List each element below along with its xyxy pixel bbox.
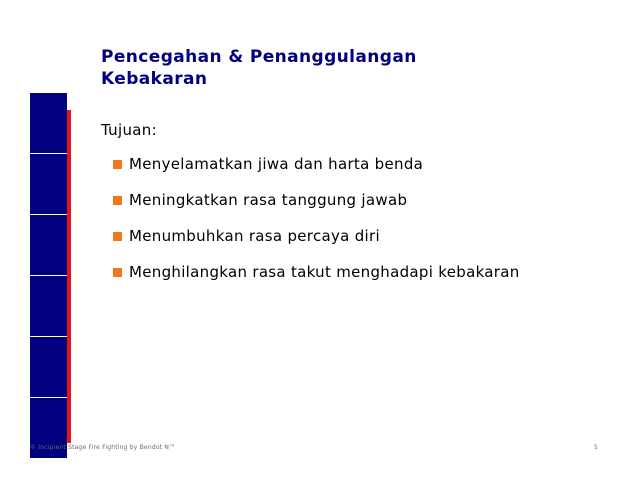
page-number: 5 <box>594 444 598 451</box>
bullet-item <box>113 155 520 173</box>
bullet-list <box>113 155 520 299</box>
slide-title <box>101 46 417 90</box>
square-bullet-icon <box>113 160 122 169</box>
side-block <box>30 154 67 215</box>
bullet-item <box>113 191 520 209</box>
accent-bar <box>67 110 71 443</box>
slide-title-line: Pencegahan & Penanggulangan <box>101 47 417 67</box>
bullet-item <box>113 227 520 245</box>
section-label: Tujuan: <box>101 121 157 139</box>
square-bullet-icon <box>113 196 122 205</box>
footer-copyright: © Incipient Stage Fire Fighting by Bendot N™ <box>30 444 176 451</box>
bullet-text: Menghilangkan rasa takut menghadapi kebakaran <box>129 263 520 281</box>
side-block <box>30 93 67 154</box>
bullet-text: Menyelamatkan jiwa dan harta benda <box>129 155 424 173</box>
square-bullet-icon <box>113 232 122 241</box>
bullet-item <box>113 263 520 281</box>
square-bullet-icon <box>113 268 122 277</box>
side-block-column <box>30 93 67 459</box>
side-block <box>30 215 67 276</box>
bullet-text: Meningkatkan rasa tanggung jawab <box>129 191 408 209</box>
bullet-text: Menumbuhkan rasa percaya diri <box>129 227 380 245</box>
slide-title-line: Kebakaran <box>101 69 208 89</box>
side-block <box>30 337 67 398</box>
side-block <box>30 276 67 337</box>
